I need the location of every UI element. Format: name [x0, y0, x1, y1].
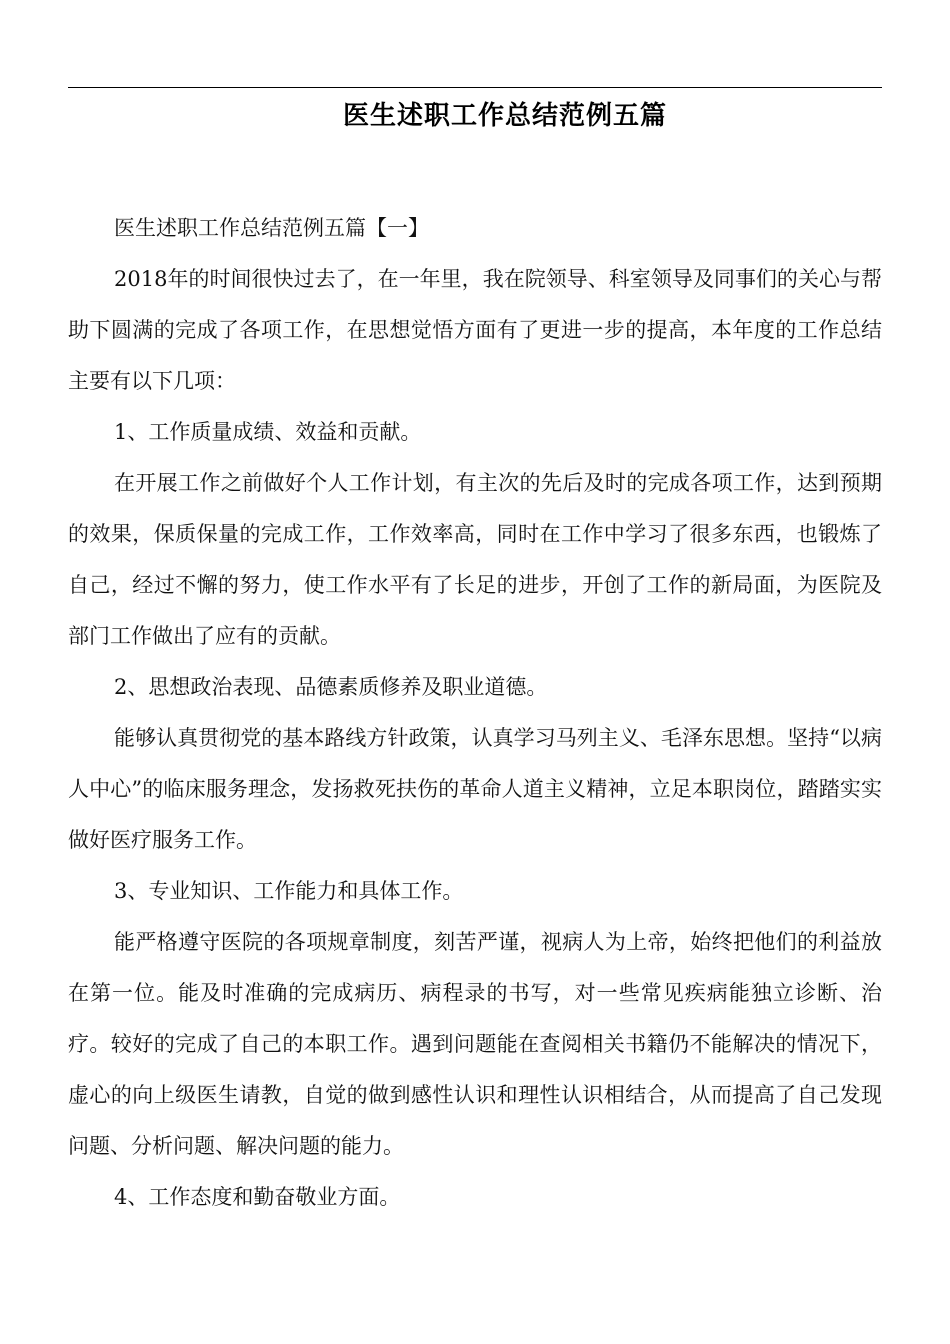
section-heading-1: 医生述职工作总结范例五篇【一】 — [114, 216, 429, 240]
item-heading-1: 1、工作质量成绩、效益和贡献。 — [114, 420, 422, 444]
item-heading-4: 4、工作态度和勤奋敬业方面。 — [114, 1185, 401, 1209]
document-title: 医生述职工作总结范例五篇 — [342, 101, 667, 131]
intro-paragraph: 2018年的时间很快过去了，在一年里，我在院领导、科室领导及同事们的关心与帮助下圆满的完成了各项工作，在思想觉悟方面有了更进一步的提高，本年度的工作总结主要有以下几项： — [68, 267, 882, 393]
item-paragraph-3: 能严格遵守医院的各项规章制度，刻苦严谨，视病人为上帝，始终把他们的利益放在第一位。能及时准确的完成病历、病程录的书写，对一些常见疾病能独立诊断、治疗。较好的完成了自己的本职工作。遇到问题能在查阅相关书籍仍不能解决的情况下，虚心的向上级医生请教，自觉的做到感性认识和理性认识相结合，从而提高了自己发现问题、分析问题、解决问题的能力。 — [68, 930, 882, 1158]
item-heading-2: 2、思想政治表现、品德素质修养及职业道德。 — [114, 675, 548, 699]
item-paragraph-1: 在开展工作之前做好个人工作计划，有主次的先后及时的完成各项工作，达到预期的效果，保质保量的完成工作，工作效率高，同时在工作中学习了很多东西，也锻炼了自己，经过不懈的努力，使工作水平有了长足的进步，开创了工作的新局面，为医院及部门工作做出了应有的贡献。 — [68, 471, 882, 648]
document-body — [68, 203, 882, 1223]
item-paragraph-2: 能够认真贯彻党的基本路线方针政策，认真学习马列主义、毛泽东思想。坚持“以病人中心”的临床服务理念，发扬救死扶伤的革命人道主义精神，立足本职岗位，踏踏实实做好医疗服务工作。 — [68, 726, 882, 852]
header-rule — [68, 87, 882, 88]
item-heading-3: 3、专业知识、工作能力和具体工作。 — [114, 879, 464, 903]
